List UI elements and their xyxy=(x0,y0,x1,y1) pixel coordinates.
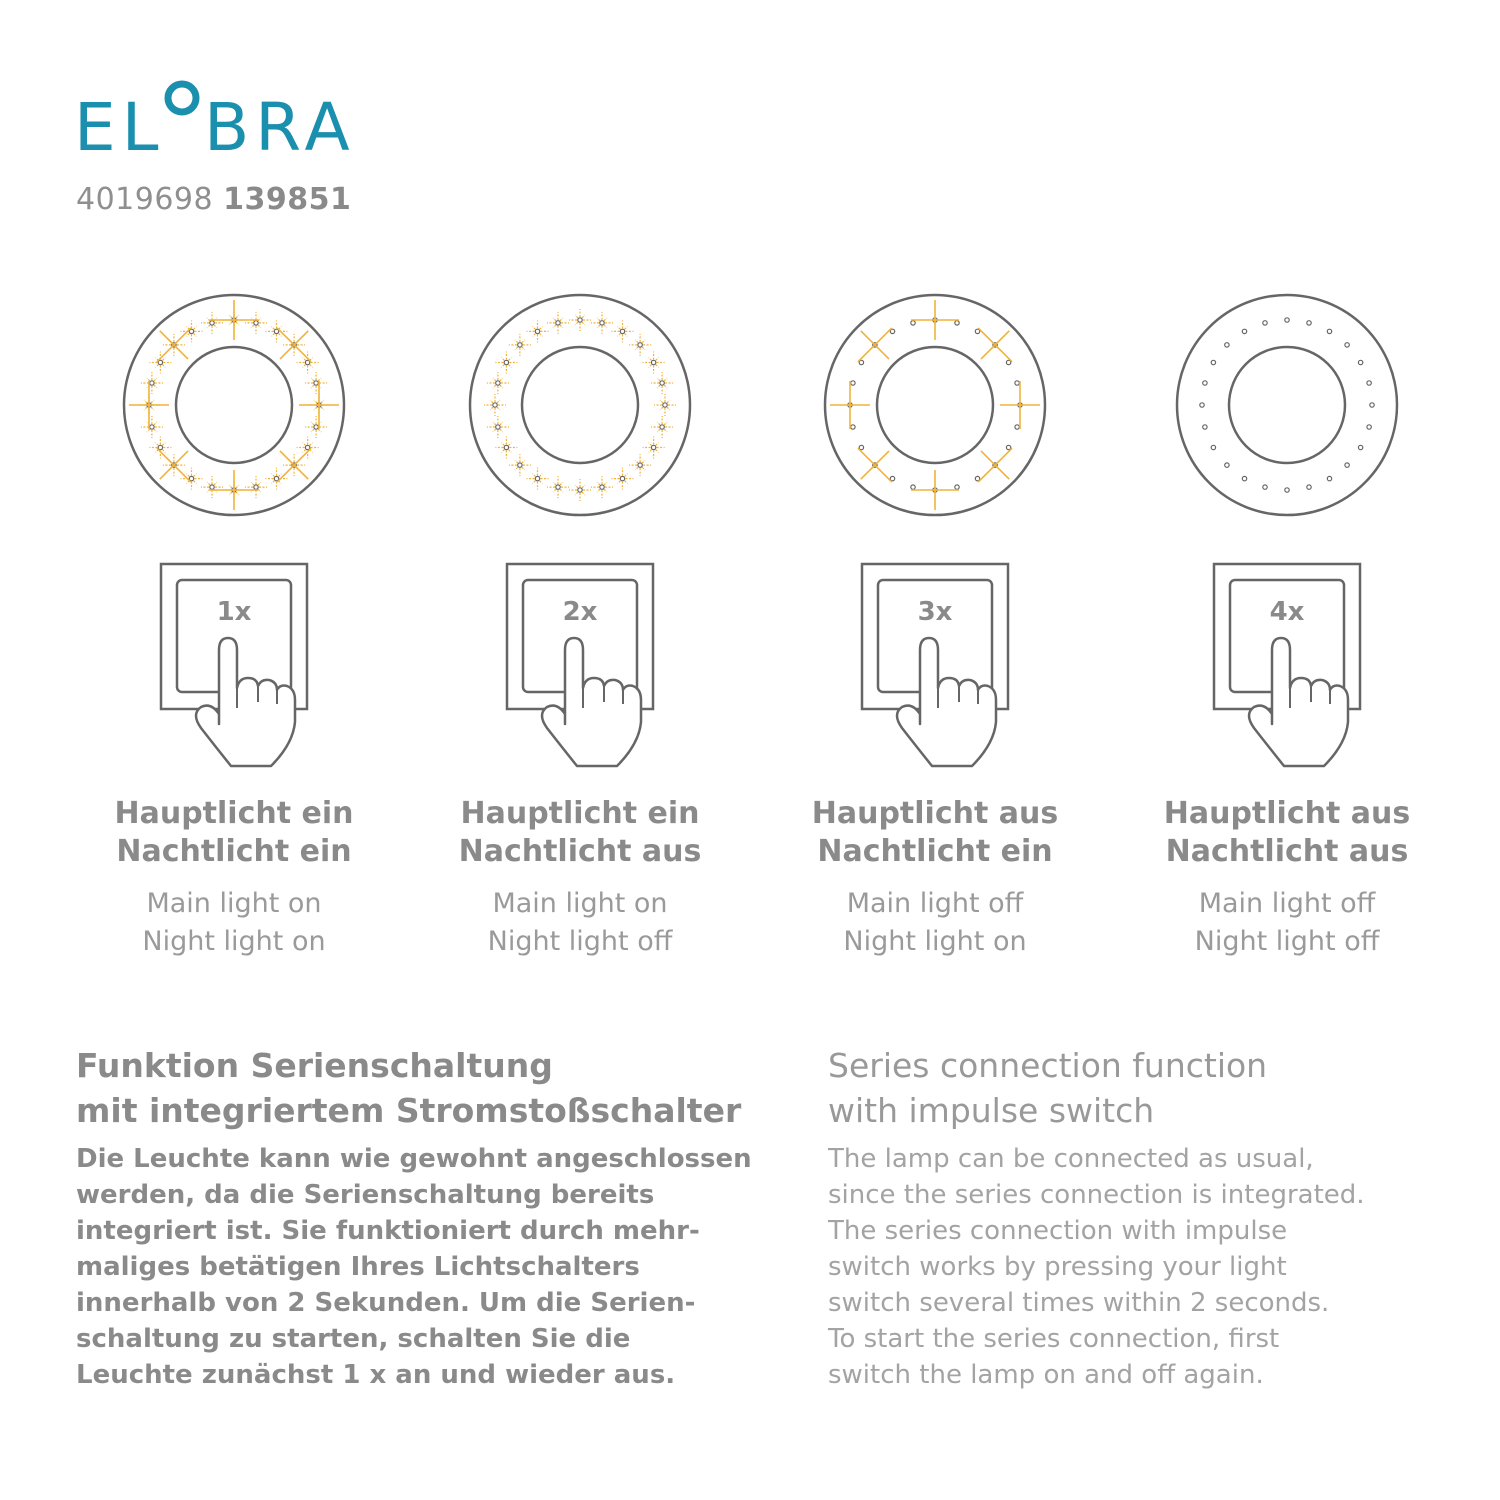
night-light-ray xyxy=(911,470,959,510)
main-light-spark xyxy=(141,416,163,438)
main-light-spark xyxy=(141,372,163,394)
led-dot xyxy=(955,485,959,489)
main-light-spark xyxy=(305,372,327,394)
led-dot xyxy=(1327,476,1331,480)
led-dot xyxy=(210,485,214,489)
label-de-main: Hauptlicht ein xyxy=(114,796,354,831)
led-dot xyxy=(620,329,624,333)
night-light-ray xyxy=(978,328,1012,362)
led-dot xyxy=(911,321,915,325)
led-dot xyxy=(1225,343,1229,347)
led-dot xyxy=(1263,485,1267,489)
led-dot xyxy=(1327,329,1331,333)
led-dot xyxy=(1015,425,1019,429)
led-dot xyxy=(1015,381,1019,385)
led-dot xyxy=(314,425,318,429)
led-dot xyxy=(1367,381,1371,385)
english-body-line: The series connection with impulse xyxy=(828,1216,1288,1246)
german-body-line: maliges betätigen Ihres Lichtschalters xyxy=(76,1252,640,1282)
label-de-night: Nachtlicht ein xyxy=(116,834,352,869)
english-heading-line: with impulse switch xyxy=(828,1091,1155,1130)
led-dot xyxy=(1307,485,1311,489)
led-dot xyxy=(1367,425,1371,429)
led-dot xyxy=(504,445,508,449)
english-body-line: To start the series connection, first xyxy=(828,1324,1280,1354)
label-en-night: Night light on xyxy=(142,926,326,957)
english-heading xyxy=(828,1043,1500,1133)
ring-lamp-icon xyxy=(1172,290,1402,520)
elobra-logo xyxy=(74,70,364,160)
german-heading-line: mit integriertem Stromstoßschalter xyxy=(76,1091,742,1130)
main-light-spark xyxy=(149,352,171,374)
light-switch-icon xyxy=(1212,562,1362,768)
night-light-ray xyxy=(157,328,191,362)
night-light-ray xyxy=(911,300,959,340)
main-light-spark xyxy=(629,334,651,356)
main-light-spark xyxy=(629,454,651,476)
led-dot xyxy=(620,476,624,480)
led-dot xyxy=(651,360,655,364)
night-light-ray xyxy=(299,381,339,429)
main-light-spark xyxy=(509,454,531,476)
led-dot xyxy=(150,381,154,385)
led-dot xyxy=(663,403,667,407)
label-en-main: Main light off xyxy=(846,888,1024,919)
main-light-spark xyxy=(297,437,319,459)
main-light-spark xyxy=(643,352,665,374)
article-code: 139851 xyxy=(223,182,352,217)
main-light-spark xyxy=(487,372,509,394)
ring-lamp-icon xyxy=(119,290,349,520)
led-dot xyxy=(1358,445,1362,449)
label-en-night: Night light off xyxy=(1194,926,1380,957)
press-count-label: 2x xyxy=(562,597,598,627)
led-dot xyxy=(535,476,539,480)
article-number xyxy=(76,182,351,217)
press-count-label: 3x xyxy=(917,597,953,627)
german-body-line: integriert ist. Sie funktioniert durch mehr- xyxy=(76,1216,700,1246)
german-body-line: Leuchte zunächst 1 x an und wieder aus. xyxy=(76,1360,676,1390)
main-light-spark xyxy=(569,479,591,501)
german-heading-line: Funktion Serienschaltung xyxy=(76,1046,553,1085)
ring-lamp-icon xyxy=(465,290,695,520)
led-dot xyxy=(1358,360,1362,364)
night-light-ray xyxy=(830,381,870,429)
led-dot xyxy=(1285,488,1289,492)
mode-column-3 xyxy=(750,290,1120,990)
led-dot xyxy=(600,485,604,489)
light-switch-icon xyxy=(505,562,655,768)
label-de-main: Hauptlicht ein xyxy=(460,796,700,831)
english-heading-line: Series connection function xyxy=(828,1046,1268,1085)
main-light-spark xyxy=(651,372,673,394)
led-dot xyxy=(1211,445,1215,449)
main-light-spark xyxy=(651,416,673,438)
main-light-spark xyxy=(547,312,569,334)
main-light-spark xyxy=(181,468,203,490)
led-dot xyxy=(535,329,539,333)
main-light-spark xyxy=(591,476,613,498)
main-light-spark xyxy=(612,320,634,342)
ring-lamp-icon xyxy=(820,290,1050,520)
led-dot xyxy=(518,343,522,347)
led-dot xyxy=(1203,381,1207,385)
led-dot xyxy=(660,381,664,385)
main-light-spark xyxy=(643,437,665,459)
lamp-outer-ring xyxy=(1177,295,1397,515)
label-de-night: Nachtlicht aus xyxy=(458,834,702,869)
led-dot xyxy=(1211,360,1215,364)
led-dot xyxy=(493,403,497,407)
mode-column-1 xyxy=(49,290,419,990)
label-de-night: Nachtlicht ein xyxy=(817,834,1053,869)
led-dot xyxy=(254,485,258,489)
led-dot xyxy=(1200,403,1204,407)
led-dot xyxy=(496,425,500,429)
main-light-spark xyxy=(245,476,267,498)
led-dot xyxy=(911,485,915,489)
main-light-spark xyxy=(569,309,591,331)
lamp-inner-ring xyxy=(1229,347,1345,463)
label-de-main: Hauptlicht aus xyxy=(1163,796,1411,831)
main-light-spark xyxy=(201,312,223,334)
english-body-line: switch the lamp on and off again. xyxy=(828,1360,1264,1390)
led-dot xyxy=(651,445,655,449)
english-body-line: The lamp can be connected as usual, xyxy=(828,1144,1314,1174)
main-light-spark xyxy=(612,468,634,490)
led-dot xyxy=(1225,463,1229,467)
led-dot xyxy=(150,425,154,429)
led-dot xyxy=(1345,463,1349,467)
article-prefix: 4019698 xyxy=(76,182,214,217)
lamp-inner-ring xyxy=(522,347,638,463)
night-light-ray xyxy=(277,328,311,362)
night-light-ray xyxy=(129,381,169,429)
label-en-main: Main light on xyxy=(146,888,322,919)
press-count-label: 1x xyxy=(216,597,252,627)
label-en-main: Main light on xyxy=(492,888,668,919)
main-light-spark xyxy=(654,394,676,416)
english-description xyxy=(828,1043,1500,1393)
main-light-spark xyxy=(495,352,517,374)
label-en-main: Main light off xyxy=(1198,888,1376,919)
main-light-spark xyxy=(266,468,288,490)
led-dot xyxy=(210,321,214,325)
led-dot xyxy=(1285,318,1289,322)
night-light-ray xyxy=(1000,381,1040,429)
logo-part-bra: BRA xyxy=(204,89,356,160)
logo-part-el: EL xyxy=(74,89,165,160)
led-dot xyxy=(556,485,560,489)
main-light-spark xyxy=(591,312,613,334)
german-body-line: Die Leuchte kann wie gewohnt angeschlossen xyxy=(76,1144,752,1174)
led-dot xyxy=(600,321,604,325)
night-light-ray xyxy=(157,448,191,482)
main-light-spark xyxy=(245,312,267,334)
night-light-ray xyxy=(978,448,1012,482)
lamp-inner-ring xyxy=(877,347,993,463)
main-light-spark xyxy=(495,437,517,459)
led-dot xyxy=(851,425,855,429)
press-count-label: 4x xyxy=(1269,597,1305,627)
led-dot xyxy=(578,488,582,492)
main-light-spark xyxy=(266,320,288,342)
label-de-main: Hauptlicht aus xyxy=(811,796,1059,831)
led-dot xyxy=(851,381,855,385)
main-light-spark xyxy=(527,320,549,342)
english-body-line: switch several times within 2 seconds. xyxy=(828,1288,1330,1318)
led-dot xyxy=(1242,476,1246,480)
led-dot xyxy=(638,343,642,347)
main-light-spark xyxy=(297,352,319,374)
night-light-ray xyxy=(858,448,892,482)
night-light-ray xyxy=(277,448,311,482)
led-dot xyxy=(518,463,522,467)
led-dot xyxy=(1345,343,1349,347)
light-switch-icon xyxy=(860,562,1010,768)
label-en-night: Night light on xyxy=(843,926,1027,957)
german-description xyxy=(76,1043,766,1393)
main-light-spark xyxy=(484,394,506,416)
led-dot xyxy=(955,321,959,325)
german-body xyxy=(76,1141,766,1393)
light-switch-icon xyxy=(159,562,309,768)
main-light-spark xyxy=(547,476,569,498)
english-body-line: switch works by pressing your light xyxy=(828,1252,1287,1282)
led-dot xyxy=(660,425,664,429)
main-light-spark xyxy=(201,476,223,498)
label-de-night: Nachtlicht aus xyxy=(1165,834,1409,869)
label-en-night: Night light off xyxy=(487,926,673,957)
main-light-spark xyxy=(149,437,171,459)
main-light-spark xyxy=(181,320,203,342)
led-dot xyxy=(1307,321,1311,325)
lamp-inner-ring xyxy=(176,347,292,463)
led-dot xyxy=(556,321,560,325)
led-dot xyxy=(504,360,508,364)
led-dot xyxy=(1370,403,1374,407)
english-body xyxy=(828,1141,1500,1393)
mode-column-2 xyxy=(395,290,765,990)
led-dot xyxy=(314,381,318,385)
german-heading xyxy=(76,1043,766,1133)
night-light-ray xyxy=(210,300,258,340)
night-light-ray xyxy=(858,328,892,362)
main-light-spark xyxy=(527,468,549,490)
german-body-line: innerhalb von 2 Sekunden. Um die Serien- xyxy=(76,1288,696,1318)
led-dot xyxy=(638,463,642,467)
led-dot xyxy=(496,381,500,385)
main-light-spark xyxy=(305,416,327,438)
english-body-line: since the series connection is integrated. xyxy=(828,1180,1365,1210)
main-light-spark xyxy=(509,334,531,356)
led-dot xyxy=(1242,329,1246,333)
led-dot xyxy=(1263,321,1267,325)
main-light-spark xyxy=(487,416,509,438)
logo-o-circle xyxy=(168,84,196,112)
german-body-line: werden, da die Serienschaltung bereits xyxy=(76,1180,655,1210)
led-dot xyxy=(254,321,258,325)
led-dot xyxy=(1203,425,1207,429)
night-light-ray xyxy=(210,470,258,510)
german-body-line: schaltung zu starten, schalten Sie die xyxy=(76,1324,631,1354)
mode-column-4 xyxy=(1102,290,1472,990)
led-dot xyxy=(578,318,582,322)
